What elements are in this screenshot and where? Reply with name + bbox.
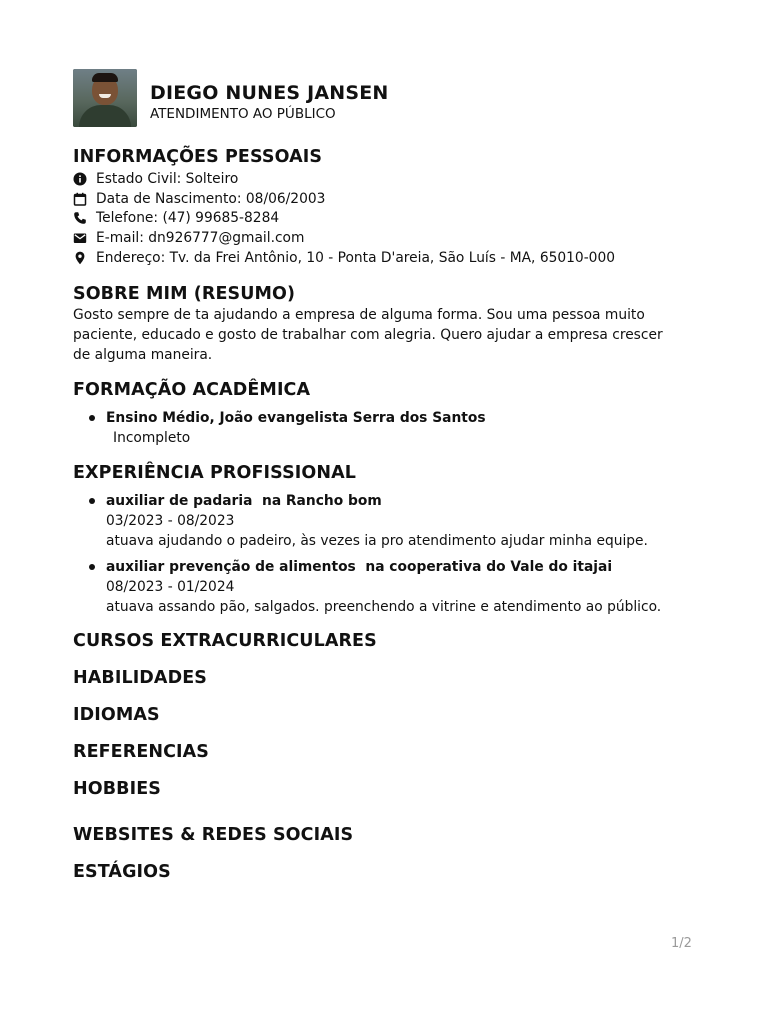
resume-header	[73, 69, 389, 127]
experience-heading: auxiliar prevenção de alimentos na cooperativa do Vale do itajai	[106, 559, 613, 575]
education-item	[89, 408, 486, 428]
location-icon	[73, 251, 87, 265]
info-icon	[73, 172, 87, 186]
section-title-languages: IDIOMAS	[73, 705, 160, 725]
section-title-internships: ESTÁGIOS	[73, 862, 171, 882]
experience-description: atuava assando pão, salgados. preenchendo a vitrine e atendimento ao público.	[106, 599, 662, 615]
experience-item	[89, 557, 612, 577]
info-row-email	[73, 228, 304, 248]
info-row-marital-status	[73, 169, 238, 189]
experience-description: atuava ajudando o padeiro, às vezes ia pro atendimento ajudar minha equipe.	[106, 533, 648, 549]
experience-item	[89, 491, 382, 511]
bullet-icon	[89, 498, 95, 504]
info-text: Data de Nascimento: 08/06/2003	[96, 191, 326, 207]
info-text: Telefone: (47) 99685-8284	[96, 210, 280, 226]
about-line: paciente, educado e gosto de trabalhar com alegria. Quero ajudar a empresa crescer	[73, 327, 663, 343]
candidate-name: DIEGO NUNES JANSEN	[150, 82, 389, 104]
bullet-icon	[89, 415, 95, 421]
info-row-address	[73, 248, 615, 268]
experience-dates: 08/2023 - 01/2024	[106, 579, 235, 595]
section-title-references: REFERENCIAS	[73, 742, 210, 762]
about-line: Gosto sempre de ta ajudando a empresa de alguma forma. Sou uma pessoa muito	[73, 307, 645, 323]
about-paragraph	[73, 305, 693, 365]
email-icon	[73, 231, 87, 245]
header-text	[150, 69, 389, 123]
phone-icon	[73, 211, 87, 225]
page-number: 1/2	[671, 936, 692, 951]
info-text: Endereço: Tv. da Frei Antônio, 10 - Ponta D'areia, São Luís - MA, 65010-000	[96, 250, 616, 266]
info-text: E-mail: dn926777@gmail.com	[96, 230, 305, 246]
section-title-skills: HABILIDADES	[73, 668, 207, 688]
section-title-personal-info: INFORMAÇÕES PESSOAIS	[73, 147, 323, 167]
profile-photo	[73, 69, 137, 127]
info-row-phone	[73, 208, 279, 228]
section-title-about: SOBRE MIM (RESUMO)	[73, 284, 296, 304]
experience-heading: auxiliar de padaria na Rancho bom	[106, 493, 382, 509]
section-title-experience: EXPERIÊNCIA PROFISSIONAL	[73, 463, 356, 483]
info-text: Estado Civil: Solteiro	[96, 171, 239, 187]
experience-dates: 03/2023 - 08/2023	[106, 513, 235, 529]
info-row-birth-date	[73, 189, 325, 209]
section-title-education: FORMAÇÃO ACADÊMICA	[73, 380, 311, 400]
section-title-hobbies: HOBBIES	[73, 779, 161, 799]
education-status: Incompleto	[113, 430, 191, 446]
education-heading: Ensino Médio, João evangelista Serra dos Santos	[106, 410, 486, 426]
section-title-websites: WEBSITES & REDES SOCIAIS	[73, 825, 354, 845]
bullet-icon	[89, 564, 95, 570]
calendar-icon	[73, 192, 87, 206]
section-title-courses: CURSOS EXTRACURRICULARES	[73, 631, 377, 651]
candidate-role: ATENDIMENTO AO PÚBLICO	[150, 106, 336, 122]
about-line: de alguma maneira.	[73, 347, 213, 363]
